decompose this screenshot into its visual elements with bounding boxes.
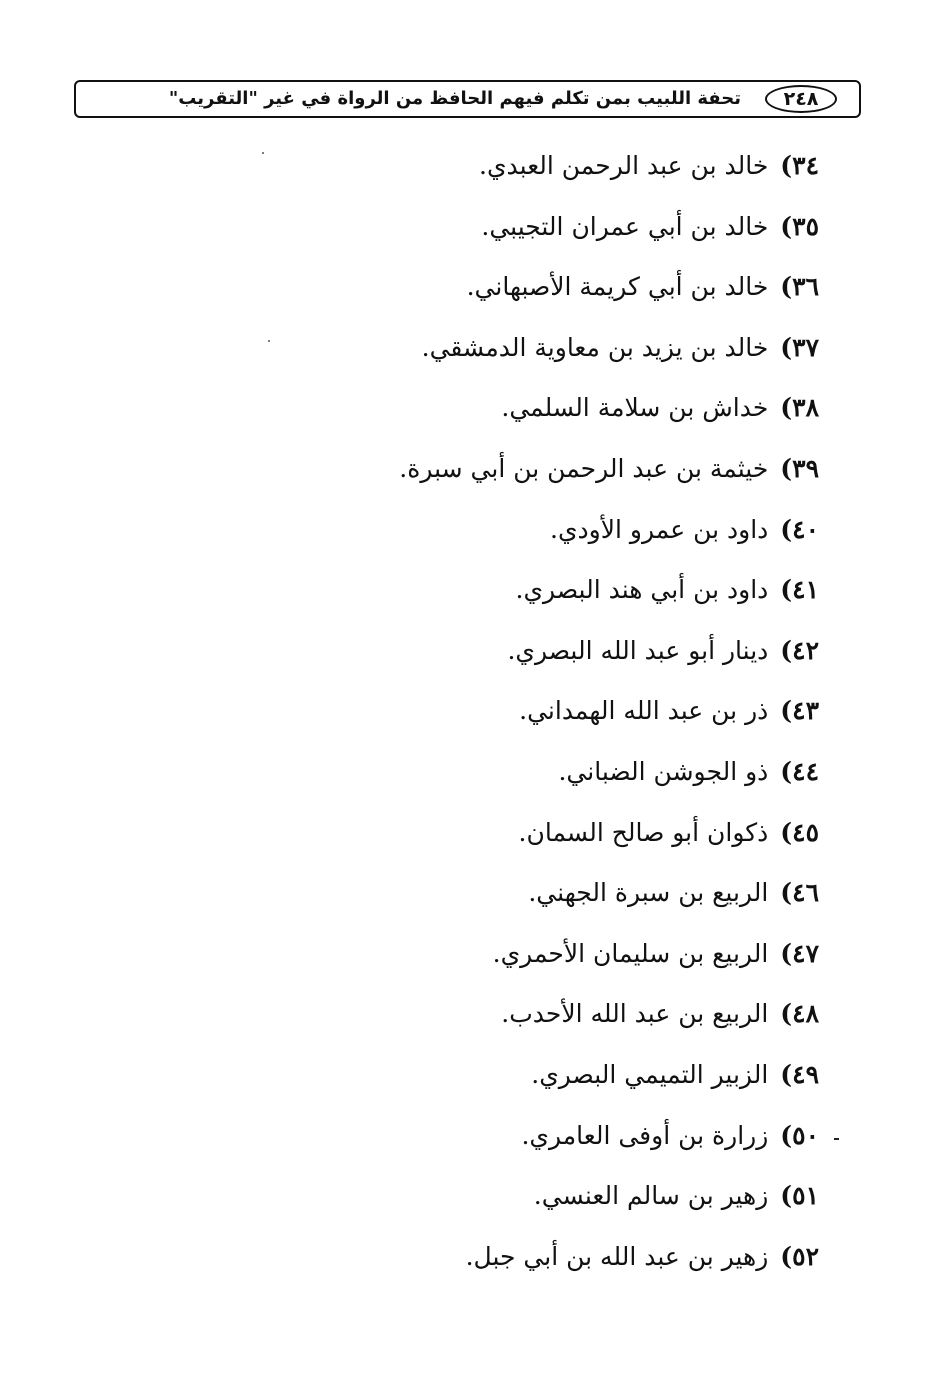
list-item <box>399 261 819 322</box>
entry-text: خالد بن أبي كريمة الأصبهاني. <box>466 272 769 302</box>
page-number: ٢٤٨ <box>765 85 837 113</box>
entry-number: ٤٠) <box>780 514 819 544</box>
list-item <box>399 1170 819 1231</box>
list-item <box>399 1231 819 1292</box>
list-item <box>399 685 819 746</box>
entry-number: ٣٤) <box>780 151 819 180</box>
list-item <box>399 443 819 504</box>
entry-text: زرارة بن أوفى العامري. <box>521 1120 769 1150</box>
list-item <box>399 382 819 443</box>
entry-number: ٥٢) <box>780 1241 819 1271</box>
entry-text: الربيع بن سبرة الجهني. <box>528 878 769 908</box>
entry-number: ٥٠) <box>780 1120 819 1150</box>
list-item <box>399 625 819 686</box>
entry-text: زهير بن عبد الله بن أبي جبل. <box>465 1241 769 1271</box>
list-item <box>399 928 819 989</box>
entry-text: ذكوان أبو صالح السمان. <box>518 817 769 847</box>
entry-text: داود بن عمرو الأودي. <box>550 514 769 544</box>
entry-text: ذر بن عبد الله الهمداني. <box>519 696 769 726</box>
entry-number: ٣٨) <box>780 393 819 423</box>
scan-speck <box>262 152 264 154</box>
entry-number: ٤٨) <box>780 999 819 1029</box>
list-item <box>399 988 819 1049</box>
list-item <box>399 201 819 262</box>
entry-number: ٤٤) <box>780 756 819 786</box>
entry-number: ٤٣) <box>780 696 819 726</box>
list-item <box>399 746 819 807</box>
list-item <box>399 140 819 201</box>
entry-text: الربيع بن عبد الله الأحدب. <box>501 999 769 1029</box>
list-item <box>399 504 819 565</box>
list-item <box>399 322 819 383</box>
narrator-list <box>399 140 819 1291</box>
entry-number: ٣٥) <box>780 211 819 241</box>
entry-number: ٤٦) <box>780 878 819 908</box>
entry-number: ٤١) <box>780 575 819 605</box>
entry-number: ٥١) <box>780 1181 819 1211</box>
list-item <box>399 1110 819 1171</box>
list-item <box>399 1049 819 1110</box>
entry-number: ٤٧) <box>780 938 819 968</box>
entry-text: الربيع بن سليمان الأحمري. <box>492 938 769 968</box>
entry-number: ٣٦) <box>780 272 819 302</box>
entry-number: ٤٩) <box>780 1059 819 1089</box>
list-item <box>399 807 819 868</box>
entry-text: خالد بن يزيد بن معاوية الدمشقي. <box>421 332 769 362</box>
list-item <box>399 867 819 928</box>
page-header <box>74 80 861 118</box>
entry-number: ٤٢) <box>780 635 819 665</box>
entry-number: ٣٧) <box>780 332 819 362</box>
entry-number: ٣٩) <box>780 453 819 483</box>
entry-number: ٤٥) <box>780 817 819 847</box>
scan-speck <box>268 340 270 342</box>
entry-text: خالد بن أبي عمران التجيبي. <box>481 211 769 241</box>
entry-text: الزبير التميمي البصري. <box>531 1059 769 1089</box>
entry-text: زهير بن سالم العنسي. <box>533 1181 769 1211</box>
running-title: تحفة اللبيب بمن تكلم فيهم الحافظ من الرواة في غير "التقريب" <box>168 88 741 109</box>
entry-text: ذو الجوشن الضباني. <box>558 756 769 786</box>
entry-text: خيثمة بن عبد الرحمن بن أبي سبرة. <box>399 453 769 483</box>
list-item <box>399 564 819 625</box>
entry-text: خالد بن عبد الرحمن العبدي. <box>479 151 769 180</box>
entry-text: خداش بن سلامة السلمي. <box>501 393 769 423</box>
entry-text: داود بن أبي هند البصري. <box>515 575 769 605</box>
scan-mark <box>834 1138 839 1140</box>
entry-text: دينار أبو عبد الله البصري. <box>507 635 769 665</box>
